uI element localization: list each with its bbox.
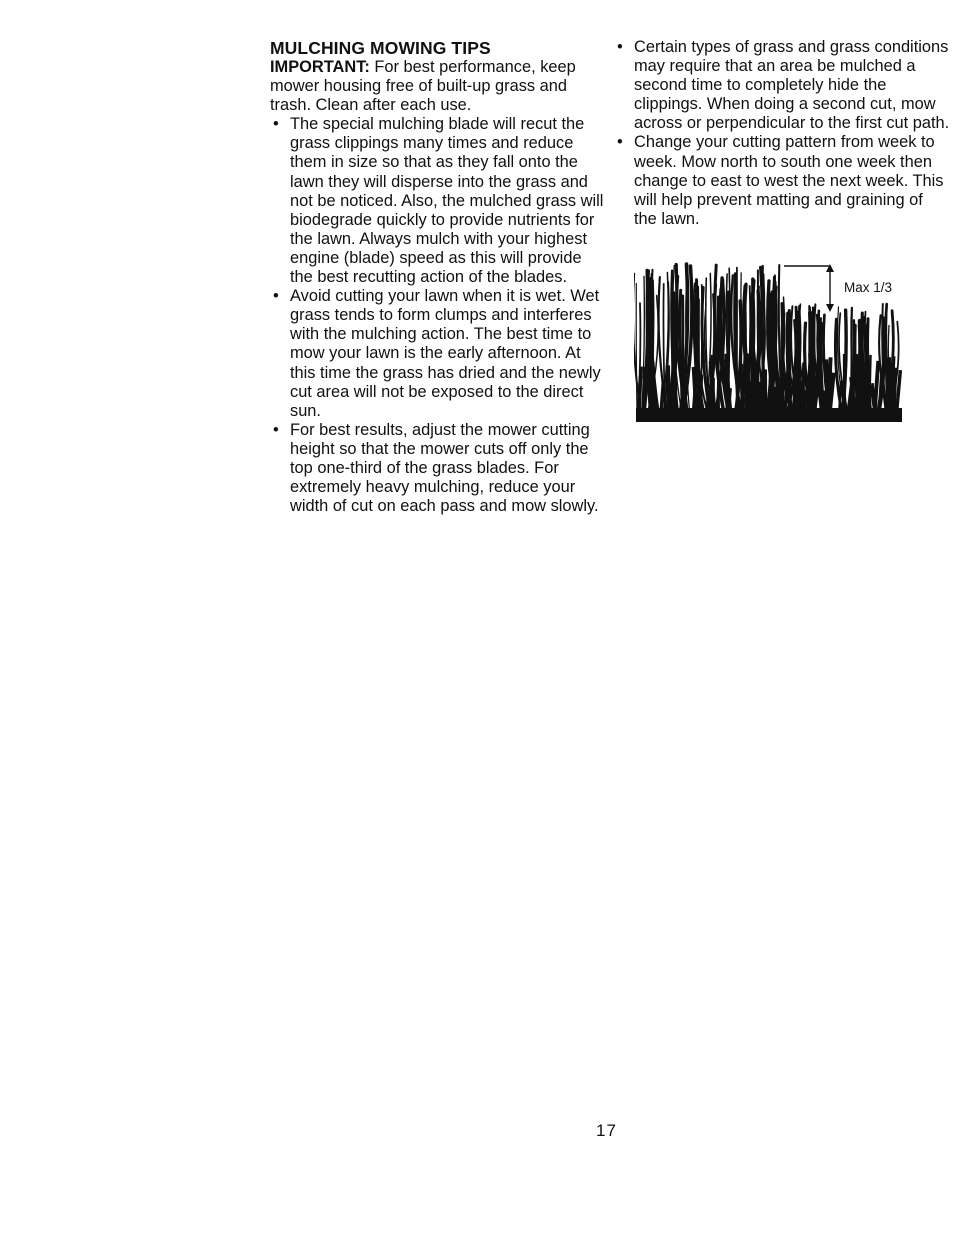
grass-base-blade xyxy=(747,354,748,411)
grass-base-blade xyxy=(875,361,879,410)
grass-base-blade xyxy=(762,386,763,410)
bullet-glyph: • xyxy=(617,38,623,56)
bullet-text: Change your cutting pattern from week to week. Mow north to south one week then change to east to west the next week. This will help prevent matting and graining of the lawn. xyxy=(634,133,944,228)
bullet-item xyxy=(614,133,950,228)
bullet-glyph: • xyxy=(273,287,279,306)
page-number: 17 xyxy=(596,1121,617,1140)
left-column xyxy=(270,38,604,516)
right-bullet-list xyxy=(614,38,950,229)
grass-base-blade xyxy=(776,387,778,410)
bullet-item xyxy=(270,287,604,421)
bullet-text: For best results, adjust the mower cutting height so that the mower cuts off only the top one-third of the grass blades. For extremely heavy mulching, reduce your width of cut on each pass and mow slowly. xyxy=(290,420,599,516)
bullet-glyph: • xyxy=(617,133,623,152)
important-note xyxy=(270,58,604,115)
section-heading: MULCHING MOWING TIPS xyxy=(270,38,491,58)
bullet-text: Certain types of grass and grass conditions may require that an area be mulched a second time to completely hide the clippings. When doing a second cut, mow across or perpendicular to the first cut path. xyxy=(634,38,950,133)
bullet-item xyxy=(270,421,604,516)
grass-base-blade xyxy=(828,357,830,410)
bullet-item xyxy=(270,115,604,287)
max-height-bracket xyxy=(784,264,834,312)
grass-base-blade xyxy=(757,390,758,410)
bullet-item xyxy=(614,38,950,133)
grass-base-blade xyxy=(726,354,728,410)
bullet-glyph: • xyxy=(273,115,279,134)
right-column xyxy=(614,38,950,229)
grass-base-blade xyxy=(839,383,841,411)
bullet-text: Avoid cutting your lawn when it is wet. Wet grass tends to form clumps and interferes with the mulching action. The best time to mow your lawn is the early afternoon. At this time the grass has dried and the newly cut area will not be exposed to the direct sun. xyxy=(290,287,601,420)
bullet-text: The special mulching blade will recut the grass clippings many times and reduce them in size so that as they fall onto the lawn they will disperse into the grass and not be noticed. Also, the mulched grass will biodegrade quickly to provide nutrients for the lawn. Always mulch with your highest engine (blade) speed as this will provide the best recutting action of the blades. xyxy=(290,115,604,287)
grass-height-figure xyxy=(634,258,924,426)
max-third-label: Max 1/3 xyxy=(844,280,893,295)
important-text: For best performance, keep mower housing free of built-up grass and trash. Clean after each use. xyxy=(270,58,576,115)
grass-base-blade xyxy=(668,365,669,410)
important-label: IMPORTANT: xyxy=(270,58,370,76)
grass-base-blade xyxy=(682,384,684,410)
left-bullet-list xyxy=(270,115,604,516)
bullet-glyph: • xyxy=(273,420,279,439)
grass-base-blade xyxy=(644,367,645,410)
grass-base-blade xyxy=(802,363,804,411)
grass-base-blade xyxy=(812,390,815,410)
grass-base-blade xyxy=(742,375,743,411)
grass-base-blade xyxy=(869,372,870,410)
